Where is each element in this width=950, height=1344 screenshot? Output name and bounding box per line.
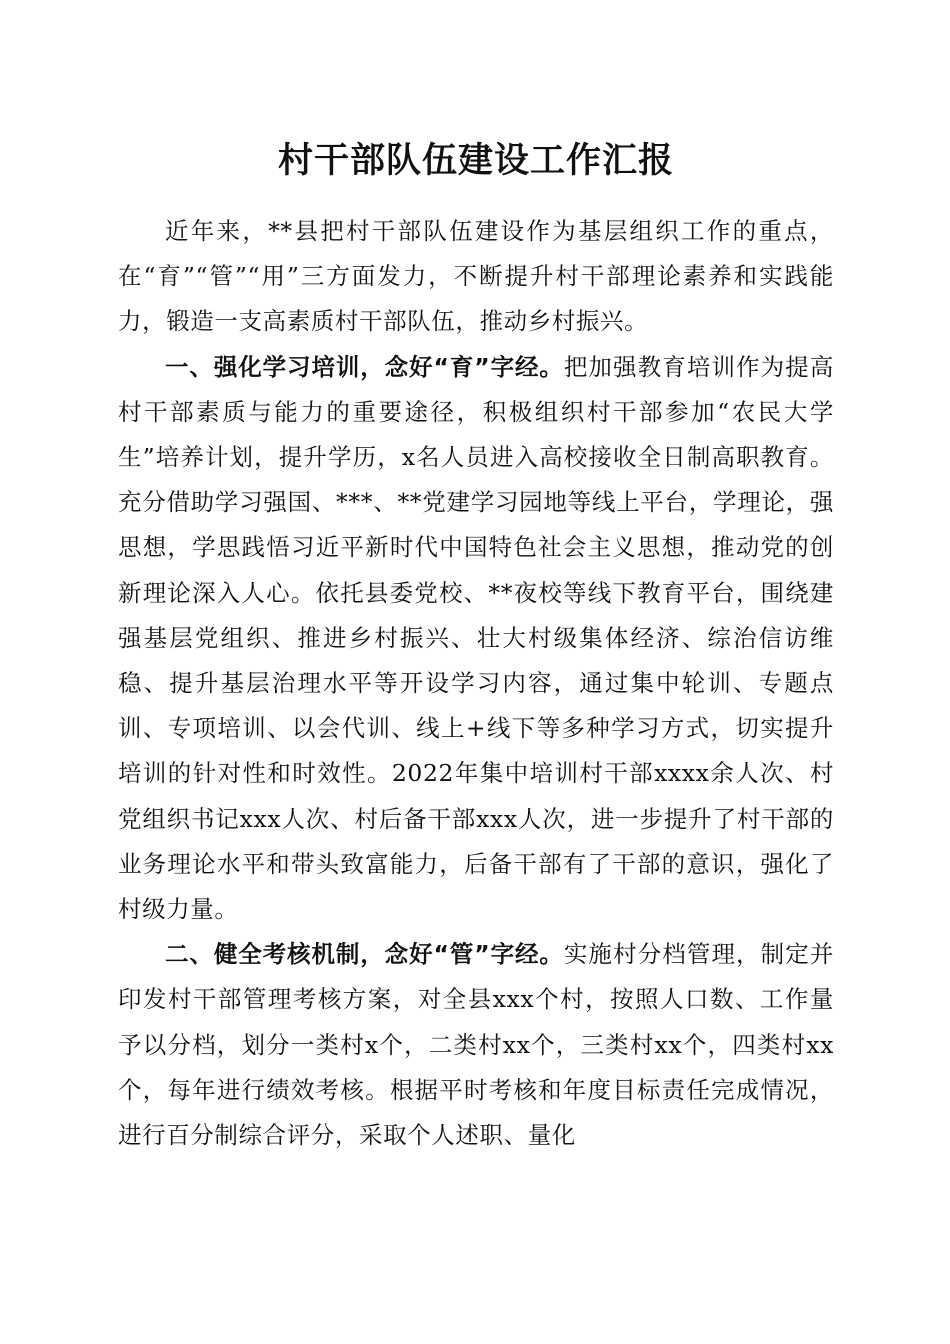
section-2-paragraph	[118, 932, 834, 1158]
document-title: 村干部队伍建设工作汇报	[277, 140, 674, 181]
intro-paragraph: 近年来，**县把村干部队伍建设作为基层组织工作的重点，在“育”“管”“用”三方面发力，不断提升村干部理论素养和实践能力，锻造一支高素质村干部队伍，推动乡村振兴。	[118, 217, 834, 336]
document-body	[118, 209, 834, 1158]
section-1-paragraph	[118, 345, 834, 933]
section-2-heading: 二、健全考核机制，念好“管”字经。	[165, 940, 564, 969]
section-2-text: 实施村分档管理，制定并印发村干部管理考核方案，对全县xxx个村，按照人口数、工作量予以分档，划分一类村x个，二类村xx个，三类村xx个，四类村xx个，每年进行绩效考核。根据平时考核和年度目标责任完成情况，进行百分制综合评分，采取个人述职、量化	[118, 940, 834, 1150]
section-1-heading: 一、强化学习培训，念好“育”字经。	[165, 352, 564, 381]
section-1-text: 把加强教育培训作为提高村干部素质与能力的重要途径，积极组织村干部参加“农民大学生”培养计划，提升学历，x名人员进入高校接收全日制高职教育。充分借助学习强国、***、**党建学习园地等线上平台，学理论，强思想，学思践悟习近平新时代中国特色社会主义思想，推动党的创新理论深入人心。依托县委党校、**夜校等线下教育平台，围绕建强基层党组织、推进乡村振兴、壮大村级集体经济、综治信访维稳、提升基层治理水平等开设学习内容，通过集中轮训、专题点训、专项培训、以会代训、线上+线下等多种学习方式，切实提升培训的针对性和时效性。2022年集中培训村干部xxxx余人次、村党组织书记xxx人次、村后备干部xxx人次，进一步提升了村干部的业务理论水平和带头致富能力，后备干部有了干部的意识，强化了村级力量。	[118, 352, 834, 924]
